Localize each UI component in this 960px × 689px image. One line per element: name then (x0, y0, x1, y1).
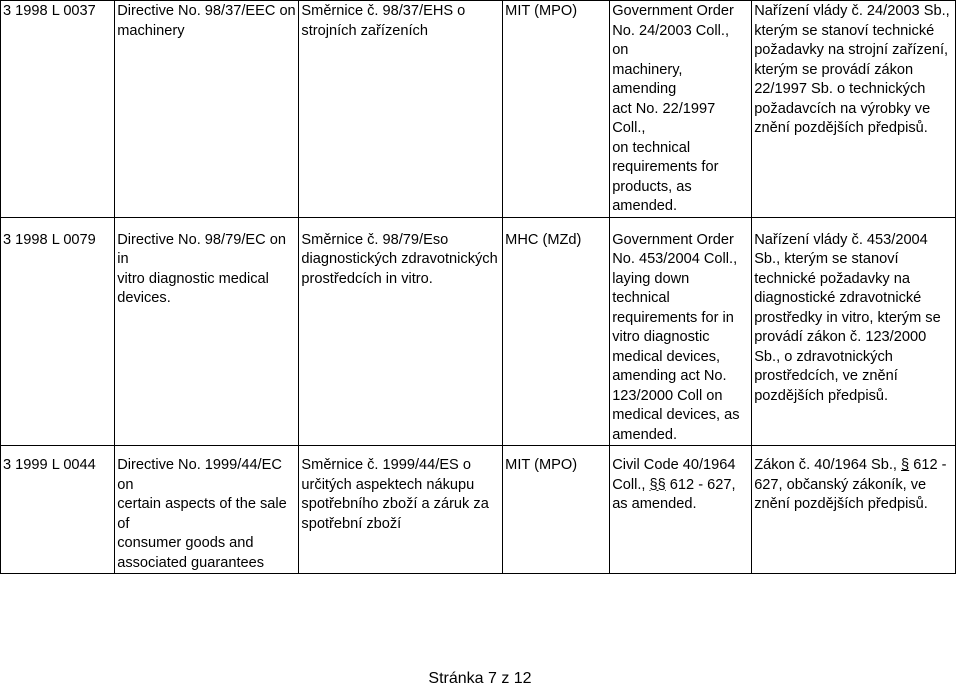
table-row (1, 446, 956, 574)
celex-ref-cell (1, 446, 115, 574)
national-measure-en: Government Order No. 24/2003 Coll., on machinery, amending act No. 22/1997 Coll., on technical requirements for products, as amended. (612, 3, 734, 214)
section-symbol: §§ (649, 476, 666, 493)
directive-en: Directive No. 98/79/EC on in vitro diagnostic medical devices. (117, 231, 286, 306)
page-footer (0, 669, 960, 689)
authority: MIT (MPO) (505, 457, 578, 473)
table-row (1, 217, 956, 446)
national-measure-cs (754, 456, 953, 515)
directive-en-cell (115, 446, 299, 574)
table-row (1, 1, 956, 218)
national-measure-en-part: Civil Code 40/1964 Coll., (612, 457, 736, 493)
national-measure-cs-part: 612 - 627, občanský zákoník, ve znění pozdějších předpisů. (754, 457, 947, 512)
directive-cs-cell (299, 1, 503, 218)
national-cs-cell (752, 446, 956, 574)
national-measure-cs: Nařízení vlády č. 453/2004 Sb., kterým se stanoví technické požadavky na diagnostické zdravotnické prostředky in vitro, kterým se provádí zákon č. 123/2000 Sb., o zdravotnických prostředcích, ve znění pozdějších předpisů. (754, 231, 941, 404)
authority-cell (503, 446, 610, 574)
national-measure-en-part: 612 - 627, as amended. (612, 476, 736, 512)
directive-cs-cell (299, 217, 503, 446)
national-measure-en: Government Order No. 453/2004 Coll., laying down technical requirements for in vitro diagnostic medical devices, amending act No. 123/2000 Coll on medical devices, as amended. (612, 231, 740, 443)
celex-ref: 3 1998 L 0037 (3, 3, 96, 19)
celex-ref: 3 1998 L 0079 (3, 231, 96, 248)
authority: MHC (MZd) (505, 231, 582, 248)
directive-cs: Směrnice č. 1999/44/ES o určitých aspektech nákupu spotřebního zboží a záruk za spotřební zboží (301, 457, 489, 532)
national-cs-cell (752, 217, 956, 446)
directive-en: Directive No. 98/37/EEC on machinery (117, 3, 296, 39)
celex-ref-cell (1, 1, 115, 218)
directive-cs-cell (299, 446, 503, 574)
national-en-cell (610, 446, 752, 574)
authority: MIT (MPO) (505, 3, 578, 19)
national-en-cell (610, 1, 752, 218)
directive-en-cell (115, 217, 299, 446)
national-measure-en (612, 456, 749, 515)
national-cs-cell (752, 1, 956, 218)
authority-cell (503, 217, 610, 446)
directive-cs: Směrnice č. 98/79/Eso diagnostických zdravotnických prostředcích in vitro. (301, 231, 498, 287)
authority-cell (503, 1, 610, 218)
national-measure-cs-part: Zákon č. 40/1964 Sb., (754, 457, 902, 473)
celex-ref: 3 1999 L 0044 (3, 457, 96, 473)
page-number: Stránka 7 z 12 (428, 670, 532, 687)
national-en-cell (610, 217, 752, 446)
national-measure-cs: Nařízení vlády č. 24/2003 Sb., kterým se stanoví technické požadavky na strojní zařízení, kterým se provádí zákon 22/1997 Sb. o technických požadavcích na výrobky ve znění pozdějších předpisů. (754, 3, 950, 136)
section-symbol: § (901, 457, 910, 473)
celex-ref-cell (1, 217, 115, 446)
directive-en: Directive No. 1999/44/EC on certain aspects of the sale of consumer goods and associated guarantees (117, 457, 287, 571)
directive-cs: Směrnice č. 98/37/EHS o strojních zařízeních (301, 3, 466, 39)
directive-en-cell (115, 1, 299, 218)
